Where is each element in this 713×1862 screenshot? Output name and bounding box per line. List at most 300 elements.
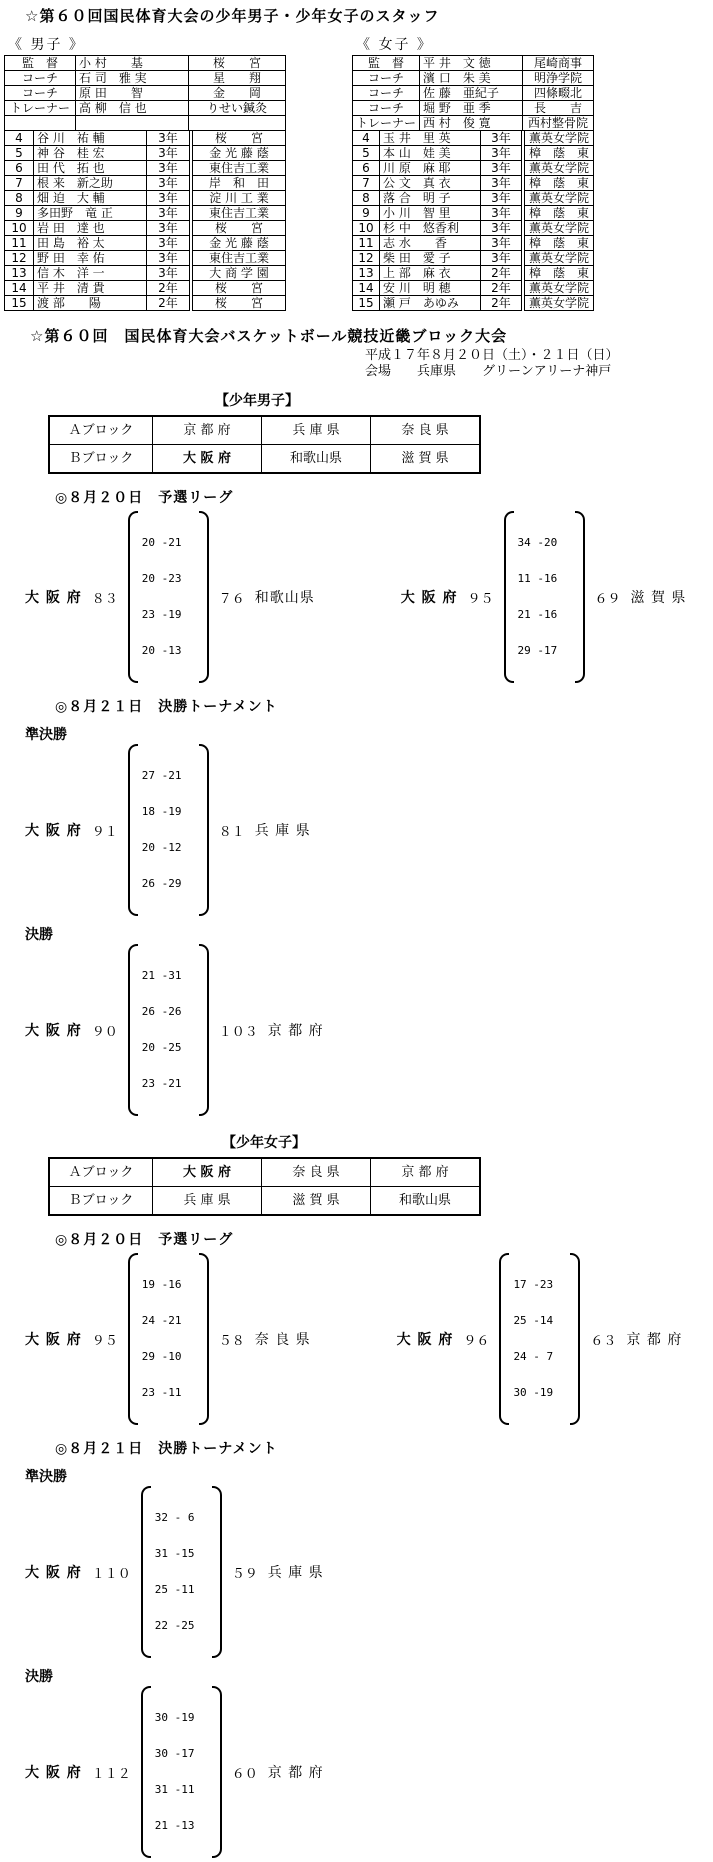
player-grade-cell: 3年: [147, 221, 192, 236]
player-row: [5, 221, 286, 236]
player-row: [353, 161, 594, 176]
player-number-cell: 15: [353, 296, 380, 311]
staff-role-cell: コーチ: [353, 71, 420, 86]
staff-name-cell: 原 田 智: [76, 86, 189, 101]
tournament-title: ☆第６０回 国民体育大会バスケットボール競技近畿ブロック大会: [30, 327, 508, 345]
quarter-line: 30 -17: [154, 1747, 195, 1760]
player-school-cell: 薫英女学院: [523, 251, 594, 266]
player-number-cell: 10: [5, 221, 34, 236]
player-number-cell: 9: [5, 206, 34, 221]
player-school-cell: 薫英女学院: [523, 221, 594, 236]
bottom-spacer: [0, 1858, 713, 1862]
player-number-cell: 7: [353, 176, 380, 191]
men-staff-table: [4, 55, 286, 131]
boys-prelim-heading: ◎８月２０日 予選リーグ: [55, 490, 234, 506]
staff-row: [5, 56, 286, 71]
player-number-cell: 9: [353, 206, 380, 221]
home-team: 大 阪 府: [25, 590, 82, 606]
boys-prelim-games: [25, 511, 713, 683]
girls-final-heading: ◎８月２１日 決勝トーナメント: [55, 1441, 278, 1457]
player-grade-cell: 2年: [481, 266, 524, 281]
player-grade-cell: 3年: [481, 131, 524, 146]
quarter-line: 23 -19: [141, 608, 182, 621]
quarter-line: 31 -11: [154, 1783, 195, 1796]
away-score: ６９: [594, 591, 621, 607]
home-score: １１０: [91, 1566, 131, 1582]
boys-final: [0, 924, 713, 1116]
player-row: [353, 281, 594, 296]
home-score: ９０: [91, 1024, 118, 1040]
away-team: 京 都 府: [626, 1332, 683, 1348]
staff-name-cell: 小 村 基: [76, 56, 189, 71]
staff-role-cell: コーチ: [353, 101, 420, 116]
stage-label: 準決勝: [25, 727, 67, 743]
player-name-cell: 根 来 新之助: [34, 176, 147, 191]
girls-heading: 【少年女子】: [222, 1135, 306, 1151]
quarter-line: 23 -21: [141, 1077, 182, 1090]
player-grade-cell: 2年: [481, 296, 524, 311]
quarter-scores-bracket: [504, 511, 585, 683]
left-paren: [128, 944, 138, 1116]
away-score: ７６: [218, 591, 245, 607]
player-name-cell: 杉 中 悠香利: [380, 221, 481, 236]
away-team: 奈 良 県: [254, 1332, 311, 1348]
staff-row: [5, 71, 286, 86]
game-result: [25, 1686, 713, 1858]
player-number-cell: 13: [5, 266, 34, 281]
player-row: [5, 266, 286, 281]
block-row-a: [49, 1158, 480, 1187]
player-row: [353, 236, 594, 251]
player-name-cell: 畑 迫 大 輔: [34, 191, 147, 206]
block-a-team-3: 奈 良 県: [371, 416, 481, 445]
player-name-cell: 柴 田 愛 子: [380, 251, 481, 266]
player-grade-cell: 3年: [147, 176, 192, 191]
player-number-cell: 10: [353, 221, 380, 236]
player-name-cell: 落 合 明 子: [380, 191, 481, 206]
quarter-line: 21 -31: [141, 969, 182, 982]
player-school-cell: 淀 川 工 業: [191, 191, 286, 206]
right-paren: [199, 511, 209, 683]
player-name-cell: 信 木 洋 一: [34, 266, 147, 281]
block-a-label: Ａブロック: [49, 1158, 153, 1187]
block-a-team-2: 兵 庫 県: [262, 416, 371, 445]
staff-org-cell: 金 岡: [189, 86, 286, 101]
quarter-line: 19 -16: [141, 1278, 182, 1291]
player-row: [5, 236, 286, 251]
player-name-cell: 田 代 拓 也: [34, 161, 147, 176]
staff-org-cell: 西村整骨院: [523, 116, 594, 131]
block-a-team-3: 京 都 府: [371, 1158, 481, 1187]
quarter-line: 32 - 6: [154, 1511, 195, 1524]
quarter-line: 20 -25: [141, 1041, 182, 1054]
block-row-a: [49, 416, 480, 445]
quarter-scores-bracket: [128, 944, 209, 1116]
home-team: 大 阪 府: [25, 823, 82, 839]
staff-role-cell: トレーナー: [353, 116, 420, 131]
player-school-cell: 樟 蔭 東: [523, 146, 594, 161]
women-label: 《 女子 》: [356, 37, 433, 53]
player-school-cell: 桜 宮: [191, 281, 286, 296]
right-paren: [199, 1253, 209, 1425]
quarter-scores: [513, 1255, 566, 1423]
quarter-line: 30 -19: [154, 1711, 195, 1724]
player-row: [5, 281, 286, 296]
player-grade-cell: 2年: [147, 281, 192, 296]
player-number-cell: 11: [353, 236, 380, 251]
quarter-line: 27 -21: [141, 769, 182, 782]
player-name-cell: 谷 川 祐 輔: [34, 131, 147, 146]
staff-name-cell: 高 柳 信 也: [76, 101, 189, 116]
game-result: [397, 1253, 683, 1425]
staff-role-cell: コーチ: [5, 86, 76, 101]
tournament-date: 平成１７年８月２０日（土）・２１日（日）: [365, 348, 619, 363]
player-number-cell: 14: [5, 281, 34, 296]
quarter-line: 17 -23: [513, 1278, 554, 1291]
quarter-line: 20 -12: [141, 841, 182, 854]
men-label: 《 男子 》: [8, 37, 85, 53]
page-title: ☆第６０回国民体育大会の少年男子・少年女子のスタッフ: [25, 7, 440, 25]
game-result: [25, 511, 315, 683]
player-number-cell: 8: [5, 191, 34, 206]
right-paren: [199, 744, 209, 916]
stage-label: 決勝: [25, 1669, 53, 1685]
player-school-cell: 桜 宮: [191, 131, 286, 146]
player-row: [353, 146, 594, 161]
women-staff-table: [352, 55, 594, 131]
player-school-cell: 薫英女学院: [523, 281, 594, 296]
game-result: [25, 1486, 713, 1658]
player-school-cell: 東住吉工業: [191, 251, 286, 266]
player-row: [5, 146, 286, 161]
player-grade-cell: 3年: [147, 146, 192, 161]
player-name-cell: 公 文 真 衣: [380, 176, 481, 191]
quarter-scores: [155, 1688, 208, 1856]
quarter-line: 26 -29: [141, 877, 182, 890]
player-grade-cell: 3年: [481, 176, 524, 191]
away-score: ５９: [231, 1566, 258, 1582]
player-grade-cell: 3年: [147, 266, 192, 281]
quarter-line: 34 -20: [517, 536, 558, 549]
player-school-cell: 岸 和 田: [191, 176, 286, 191]
quarter-line: 21 -13: [154, 1819, 195, 1832]
right-paren: [570, 1253, 580, 1425]
player-name-cell: 田 島 裕 太: [34, 236, 147, 251]
player-name-cell: 上 部 麻 衣: [380, 266, 481, 281]
player-name-cell: 安 川 明 穂: [380, 281, 481, 296]
home-score: ９６: [463, 1333, 490, 1349]
player-row: [353, 221, 594, 236]
quarter-scores-bracket: [141, 1486, 222, 1658]
staff-row: [353, 71, 594, 86]
player-grade-cell: 3年: [481, 251, 524, 266]
player-row: [353, 266, 594, 281]
player-school-cell: 桜 宮: [191, 221, 286, 236]
player-name-cell: 平 井 清 貴: [34, 281, 147, 296]
player-number-cell: 4: [5, 131, 34, 146]
player-school-cell: 金 光 藤 蔭: [191, 146, 286, 161]
player-name-cell: 瀬 戸 あゆみ: [380, 296, 481, 311]
player-grade-cell: 3年: [481, 161, 524, 176]
player-name-cell: 渡 部 陽: [34, 296, 147, 311]
right-paren: [212, 1486, 222, 1658]
staff-role-cell: [5, 116, 76, 131]
staff-name-cell: 堀 野 亜 季: [420, 101, 523, 116]
boys-final-heading: ◎８月２１日 決勝トーナメント: [55, 699, 278, 715]
player-row: [353, 251, 594, 266]
home-team: 大 阪 府: [25, 1565, 82, 1581]
player-school-cell: 樟 蔭 東: [523, 176, 594, 191]
player-number-cell: 12: [353, 251, 380, 266]
quarter-scores-bracket: [128, 511, 209, 683]
men-roster-column: [4, 34, 286, 311]
player-grade-cell: 3年: [481, 221, 524, 236]
quarter-scores: [142, 513, 195, 681]
staff-row: [5, 116, 286, 131]
player-name-cell: 志 水 香: [380, 236, 481, 251]
staff-role-cell: 監 督: [353, 56, 420, 71]
player-name-cell: 多田野 竜 正: [34, 206, 147, 221]
staff-role-cell: 監 督: [5, 56, 76, 71]
left-paren: [504, 511, 514, 683]
women-player-table: [352, 130, 594, 311]
player-row: [5, 296, 286, 311]
quarter-line: 20 -21: [141, 536, 182, 549]
quarter-scores-bracket: [499, 1253, 580, 1425]
player-number-cell: 15: [5, 296, 34, 311]
staff-row: [5, 86, 286, 101]
staff-org-cell: 星 翔: [189, 71, 286, 86]
away-team: 京 都 府: [267, 1023, 324, 1039]
block-a-team-2: 奈 良 県: [262, 1158, 371, 1187]
home-score: ９１: [91, 824, 118, 840]
player-number-cell: 5: [5, 146, 34, 161]
block-b-team-3: 滋 賀 県: [371, 445, 481, 474]
quarter-line: 21 -16: [517, 608, 558, 621]
player-school-cell: 薫英女学院: [523, 131, 594, 146]
quarter-scores: [518, 513, 571, 681]
quarter-scores-bracket: [141, 1686, 222, 1858]
block-a-label: Ａブロック: [49, 416, 153, 445]
right-paren: [212, 1686, 222, 1858]
home-team: 大 阪 府: [25, 1765, 82, 1781]
player-grade-cell: 3年: [481, 206, 524, 221]
quarter-line: 29 -17: [517, 644, 558, 657]
staff-org-cell: 尾崎商事: [523, 56, 594, 71]
player-grade-cell: 3年: [147, 206, 192, 221]
player-row: [353, 176, 594, 191]
boys-heading: 【少年男子】: [215, 393, 299, 409]
home-score: ８３: [91, 591, 118, 607]
away-score: ６０: [231, 1766, 258, 1782]
left-paren: [128, 511, 138, 683]
quarter-line: 20 -13: [141, 644, 182, 657]
quarter-scores-bracket: [128, 1253, 209, 1425]
away-team: 兵 庫 県: [267, 1565, 324, 1581]
player-grade-cell: 3年: [481, 236, 524, 251]
player-row: [353, 296, 594, 311]
player-name-cell: 野 田 幸 佑: [34, 251, 147, 266]
home-team: 大 阪 府: [25, 1332, 82, 1348]
block-b-team-1: 兵 庫 県: [153, 1187, 262, 1216]
quarter-scores: [142, 746, 195, 914]
staff-name-cell: 石 司 雅 実: [76, 71, 189, 86]
quarter-line: 29 -10: [141, 1350, 182, 1363]
left-paren: [141, 1686, 151, 1858]
quarter-line: 22 -25: [154, 1619, 195, 1632]
girls-final: [0, 1666, 713, 1858]
player-school-cell: 東住吉工業: [191, 206, 286, 221]
game-result: [25, 744, 713, 916]
player-school-cell: 桜 宮: [191, 296, 286, 311]
quarter-line: 26 -26: [141, 1005, 182, 1018]
player-grade-cell: 3年: [147, 251, 192, 266]
staff-org-cell: 四條畷北: [523, 86, 594, 101]
left-paren: [128, 744, 138, 916]
away-team: 兵 庫 県: [254, 823, 311, 839]
away-score: ５８: [218, 1333, 245, 1349]
roster-section: [4, 34, 713, 311]
player-row: [5, 251, 286, 266]
quarter-line: 24 -21: [141, 1314, 182, 1327]
stage-label: 決勝: [25, 927, 53, 943]
quarter-line: 24 - 7: [513, 1350, 554, 1363]
stage-label: 準決勝: [25, 1469, 67, 1485]
quarter-line: 18 -19: [141, 805, 182, 818]
player-row: [353, 131, 594, 146]
player-school-cell: 薫英女学院: [523, 161, 594, 176]
quarter-scores-bracket: [128, 744, 209, 916]
home-team: 大 阪 府: [25, 1023, 82, 1039]
block-row-b: [49, 1187, 480, 1216]
player-grade-cell: 2年: [481, 281, 524, 296]
player-name-cell: 本 山 娃 美: [380, 146, 481, 161]
player-number-cell: 5: [353, 146, 380, 161]
player-grade-cell: 3年: [481, 191, 524, 206]
game-result: [401, 511, 687, 683]
quarter-scores: [155, 1488, 208, 1656]
block-b-label: Ｂブロック: [49, 1187, 153, 1216]
staff-row: [353, 56, 594, 71]
game-result: [25, 1253, 311, 1425]
player-name-cell: 小 川 智 里: [380, 206, 481, 221]
player-grade-cell: 3年: [147, 161, 192, 176]
home-team: 大 阪 府: [396, 1332, 454, 1348]
away-team: 滋 賀 県: [630, 590, 687, 606]
right-paren: [199, 944, 209, 1116]
player-school-cell: 薫英女学院: [523, 191, 594, 206]
staff-row: [5, 101, 286, 116]
staff-org-cell: りせい鍼灸: [189, 101, 286, 116]
staff-name-cell: 濱 口 朱 美: [420, 71, 523, 86]
quarter-scores: [142, 946, 195, 1114]
away-team: 京 都 府: [267, 1765, 324, 1781]
girls-semifinal: [0, 1466, 713, 1658]
staff-row: [353, 86, 594, 101]
left-paren: [128, 1253, 138, 1425]
player-number-cell: 7: [5, 176, 34, 191]
player-number-cell: 6: [5, 161, 34, 176]
player-grade-cell: 3年: [147, 236, 192, 251]
player-name-cell: 川 原 麻 耶: [380, 161, 481, 176]
player-school-cell: 薫英女学院: [523, 296, 594, 311]
staff-role-cell: コーチ: [5, 71, 76, 86]
staff-org-cell: 長 吉: [523, 101, 594, 116]
block-row-b: [49, 445, 480, 474]
player-number-cell: 6: [353, 161, 380, 176]
staff-org-cell: 桜 宮: [189, 56, 286, 71]
home-team: 大 阪 府: [400, 590, 458, 606]
staff-org-cell: [189, 116, 286, 131]
player-number-cell: 12: [5, 251, 34, 266]
player-school-cell: 樟 蔭 東: [523, 266, 594, 281]
away-team: 和歌山県: [254, 590, 315, 606]
quarter-line: 23 -11: [141, 1386, 182, 1399]
player-name-cell: 玉 井 里 英: [380, 131, 481, 146]
girls-prelim-games: [25, 1253, 713, 1425]
player-school-cell: 樟 蔭 東: [523, 206, 594, 221]
player-number-cell: 4: [353, 131, 380, 146]
player-row: [5, 176, 286, 191]
player-row: [5, 206, 286, 221]
staff-name-cell: 平 井 文 徳: [420, 56, 523, 71]
player-row: [5, 131, 286, 146]
quarter-line: 11 -16: [517, 572, 558, 585]
block-b-team-2: 滋 賀 県: [262, 1187, 371, 1216]
quarter-line: 30 -19: [513, 1386, 554, 1399]
staff-row: [353, 101, 594, 116]
player-row: [5, 161, 286, 176]
away-score: １０３: [218, 1024, 258, 1040]
away-score: ８１: [218, 824, 245, 840]
player-number-cell: 14: [353, 281, 380, 296]
player-name-cell: 神 谷 桂 宏: [34, 146, 147, 161]
player-row: [353, 191, 594, 206]
player-grade-cell: 2年: [147, 296, 192, 311]
block-b-team-3: 和歌山県: [371, 1187, 481, 1216]
player-school-cell: 金 光 藤 蔭: [191, 236, 286, 251]
player-number-cell: 11: [5, 236, 34, 251]
block-b-team-1: 大 阪 府: [153, 445, 262, 474]
player-school-cell: 東住吉工業: [191, 161, 286, 176]
boys-block-table: [48, 415, 481, 474]
quarter-line: 31 -15: [154, 1547, 195, 1560]
staff-name-cell: [76, 116, 189, 131]
girls-block-table: [48, 1157, 481, 1216]
player-grade-cell: 3年: [147, 131, 192, 146]
block-b-label: Ｂブロック: [49, 445, 153, 474]
quarter-scores: [142, 1255, 195, 1423]
boys-semifinal: [0, 724, 713, 916]
girls-prelim-heading: ◎８月２０日 予選リーグ: [55, 1232, 234, 1248]
staff-name-cell: 佐 藤 亜紀子: [420, 86, 523, 101]
away-score: ６３: [590, 1333, 617, 1349]
block-a-team-1: 大 阪 府: [153, 1158, 262, 1187]
player-number-cell: 13: [353, 266, 380, 281]
home-score: ９５: [91, 1333, 118, 1349]
staff-row: [353, 116, 594, 131]
block-b-team-2: 和歌山県: [262, 445, 371, 474]
player-row: [5, 191, 286, 206]
block-a-team-1: 京 都 府: [153, 416, 262, 445]
staff-org-cell: 明浄学院: [523, 71, 594, 86]
player-name-cell: 岩 田 達 也: [34, 221, 147, 236]
home-score: ９５: [467, 591, 494, 607]
home-score: １１２: [91, 1766, 131, 1782]
staff-role-cell: トレーナー: [5, 101, 76, 116]
staff-role-cell: コーチ: [353, 86, 420, 101]
player-school-cell: 樟 蔭 東: [523, 236, 594, 251]
